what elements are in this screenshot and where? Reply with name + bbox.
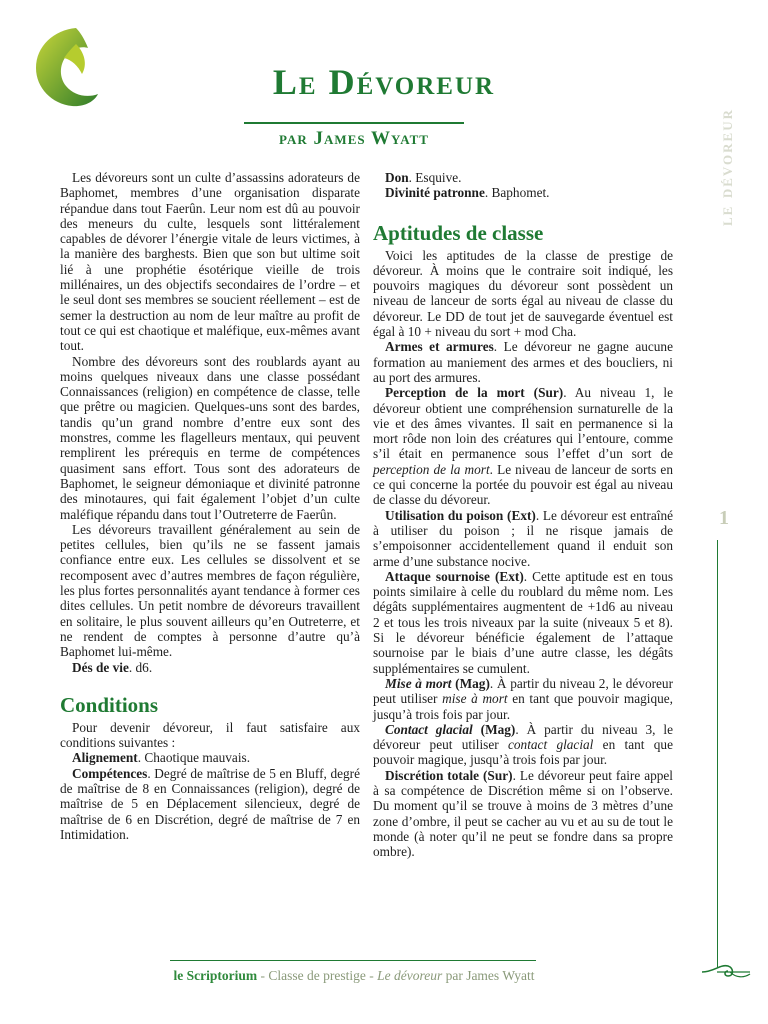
page-title: Le Dévoreur bbox=[272, 62, 496, 102]
poison-value: . Le dévoreur est entraîné à utiliser du poison ; il ne risque jamais de s’empoisonner accidentellement quand il enduit son arme d’une substance nocive. bbox=[373, 507, 673, 569]
deathknell-tag: (Mag) bbox=[451, 675, 490, 691]
left-column bbox=[60, 170, 360, 842]
footer-author: par James Wyatt bbox=[442, 968, 535, 983]
footer-brand: le Scriptorium bbox=[173, 968, 258, 983]
title-rule bbox=[244, 122, 464, 124]
cells-paragraph: Les dévoreurs travaillent généralement au sein de petites cellules, bien qu’ils ne se fassent jamais confiance entre eux. Les cellules se dissolvent et se recomposent avec d’autres membres de façon régulière, les plus fortes personnalités ayant tendance à former ces dites cellules. Un petit nombre de dévoreurs travaillent en solitaire, le plus souvent ailleurs qu’en Outreterre, et ne rendent de comptes à personne d’autre qu’à Baphomet lui-même. bbox=[60, 521, 360, 660]
hit-die-label: Dés de vie bbox=[72, 659, 129, 675]
side-running-title: le dévoreur bbox=[716, 108, 736, 226]
hide-value: . Le dévoreur peut faire appel à sa compétence de Discrétion même si on l’observe. Du moment qu’il se trouve à moins de 3 mètres d’une zone d’ombre, il peut se cacher au vu et au su de tout le monde (à noter qu’il ne peut se fondre dans sa propre ombre). bbox=[373, 767, 673, 860]
margin-rule bbox=[717, 540, 718, 968]
conditions-intro: Pour devenir dévoreur, il faut satisfaire aux conditions suivantes : bbox=[60, 719, 360, 751]
skills-value: . Degré de maîtrise de 5 en Bluff, degré de maîtrise de 8 en Connaissances (religion), degré de maîtrise de 5 en Déplacement silencieux, degré de maîtrise de 6 en Discrétion, degré de maîtrise de 7 en Intimidation. bbox=[60, 765, 360, 842]
page-number: 1 bbox=[719, 507, 729, 529]
hit-die-line bbox=[60, 660, 360, 675]
byline: par James Wyatt bbox=[279, 128, 429, 149]
deathsense-spell: perception de la mort bbox=[373, 461, 490, 477]
sneak-line bbox=[373, 569, 673, 676]
armor-line bbox=[373, 339, 673, 385]
alignment-label: Alignement bbox=[72, 750, 138, 766]
deity-line bbox=[373, 185, 673, 200]
members-paragraph: Nombre des dévoreurs sont des roublards ayant au moins quelques niveaux dans une classe possédant Connaissances (religion) en compétence de classe, telle que prêtre ou magicien. Quelques-uns sont des bardes, tandis qu’un grand nombre d’entre eux sont des monstres, comme les flagelleurs mentaux, qui peuvent remplirent les prérequis en terme de compétences quasiment sans effort. Tous sont des adorateurs de Baphomet, le seigneur démoniaque et divinité patronne des minotaures, qui fait également l’objet d’un culte maléfique répandu dans tout l’Outreterre de Faerûn. bbox=[60, 353, 360, 522]
chill-label: Contact glacial bbox=[385, 721, 473, 737]
hide-line bbox=[373, 768, 673, 860]
chill-tag: (Mag) bbox=[472, 721, 516, 737]
chill-spell: contact glacial bbox=[508, 737, 594, 753]
poison-label: Utilisation du poison (Ext) bbox=[385, 507, 536, 523]
skills-line bbox=[60, 766, 360, 842]
abilities-intro: Voici les aptitudes de la classe de prestige de dévoreur. À moins que le contraire soit indiqué, les pouvoirs magiques du dévoreur sont possèdent un niveau de lanceur de sorts égal au niveau de classe du dévoreur. Le DD de tout jet de sauvegarde éventuel est égal à 10 + niveau du sort + mod Cha. bbox=[373, 247, 673, 340]
deathsense-text-1: . Au niveau 1, le dévoreur obtient une compréhension surnaturelle de la vie et des âmes vivantes. Il sait en permanence si la mort rôde non loin des créatures qui l’entoure, comme s’il était en permanence sous l’effet d’un sort de bbox=[373, 385, 673, 462]
chill-line bbox=[373, 722, 673, 768]
deathknell-text-2: en tant que pouvoir magique, jusqu’à trois fois par jour. bbox=[373, 691, 673, 722]
chill-text-1: . À partir du niveau 3, le dévoreur peut utiliser bbox=[373, 721, 673, 753]
hit-die-value: . d6. bbox=[128, 659, 153, 675]
footer bbox=[0, 968, 708, 984]
footer-work-title: Le dévoreur bbox=[377, 968, 443, 983]
feat-value: . Esquive. bbox=[408, 170, 462, 185]
feat-line bbox=[373, 170, 673, 185]
deity-label: Divinité patronne bbox=[385, 185, 485, 201]
feat-label: Don bbox=[385, 170, 409, 185]
abilities-heading: Aptitudes de classe bbox=[373, 220, 544, 245]
deity-value: . Baphomet. bbox=[484, 185, 550, 201]
hide-label: Discrétion totale (Sur) bbox=[385, 767, 513, 783]
chill-text-2: en tant que pouvoir magique, jusqu’à trois fois par jour. bbox=[373, 737, 673, 768]
deathsense-label: Perception de la mort (Sur) bbox=[385, 385, 564, 401]
deathsense-line bbox=[373, 385, 673, 507]
poison-line bbox=[373, 508, 673, 569]
alignment-value: . Chaotique mauvais. bbox=[137, 750, 251, 766]
deathknell-text-1: . À partir du niveau 2, le dévoreur peut utiliser bbox=[373, 675, 673, 707]
alignment-line bbox=[60, 750, 360, 765]
conditions-heading: Conditions bbox=[60, 692, 159, 717]
deathknell-line bbox=[373, 676, 673, 722]
deathknell-label: Mise à mort bbox=[385, 675, 452, 691]
skills-label: Compétences bbox=[72, 765, 148, 781]
sneak-value: . Cette aptitude est en tous points similaire à celle du roublard du même nom. Les dégâts supplémentaires augmentent de +1d6 au niveau 2 et tous les trois niveaux par la suite (niveaux 5 et 8). Si le dévoreur bénéficie également de l’attaque sournoise par le biais d’une autre classe, les dégâts supplémentaires se cumulent. bbox=[373, 568, 673, 676]
sneak-label: Attaque sournoise (Ext) bbox=[385, 568, 524, 584]
footer-rule bbox=[170, 960, 536, 961]
armor-value: . Le dévoreur ne gagne aucune formation au maniement des armes et des boucliers, ni au port des armures. bbox=[373, 339, 673, 385]
intro-paragraph: Les dévoreurs sont un culte d’assassins adorateurs de Baphomet, membres d’une organisation disparate répandue dans tout Faerûn. Leur nom est dû au pouvoir des meneurs du culte, lesquels sont littéralement capables de dévorer l’énergie vitale de leurs victimes, à la manière des barghests. Bien que son but ultime soit lié à une prophétie ésotérique vieille de trois millénaires, un des objectifs secondaires de l’ordre – et le seul dont ses membres se soucient réellement – est de semer la destruction au nom de leur maître au profit de tout ce qui est chaotique et maléfique, eux-mêmes avant tout. bbox=[60, 170, 360, 354]
deathsense-text-2: . Le niveau de lanceur de sorts en ce qui concerne la portée du pouvoir est égal au niveau de classe du dévoreur. bbox=[373, 461, 673, 508]
deathknell-spell: mise à mort bbox=[442, 691, 508, 707]
footer-separator: - Classe de prestige - bbox=[257, 968, 378, 983]
armor-label: Armes et armures bbox=[385, 339, 494, 355]
right-column bbox=[373, 170, 673, 859]
